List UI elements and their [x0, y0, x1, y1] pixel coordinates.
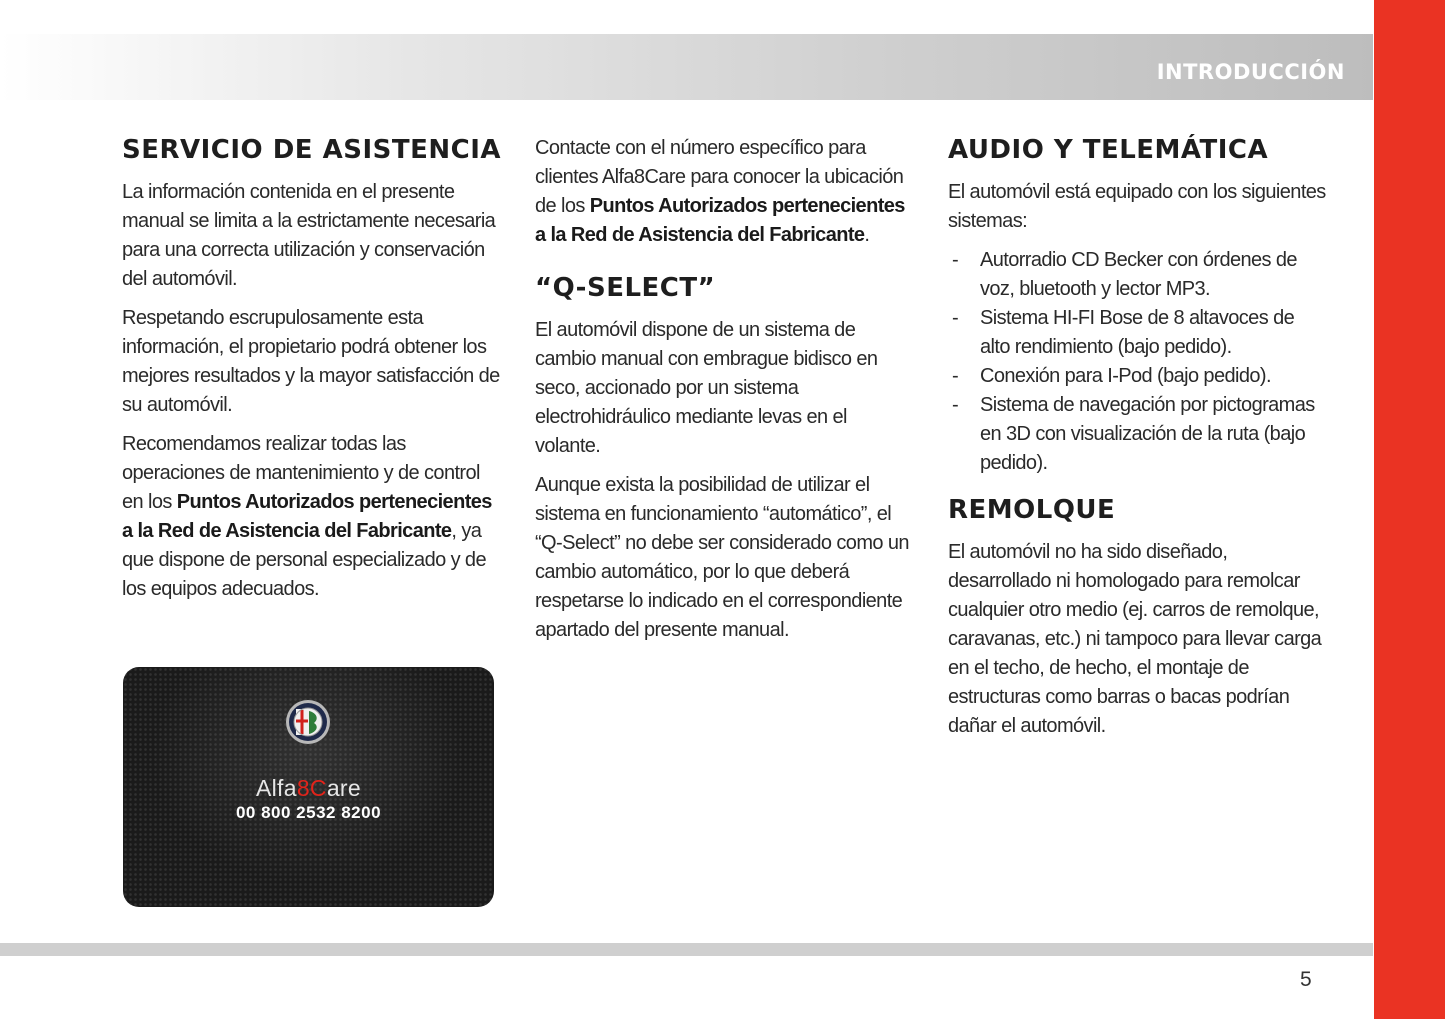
column-audio — [948, 134, 1328, 751]
paragraph: El automóvil dispone de un sistema de cambio manual con embrague bidisco en seco, accionado por un sistema electrohidráulico mediante levas en el volante. — [535, 319, 878, 457]
heading-audio: AUDIO Y TELEMÁTICA — [948, 135, 1269, 165]
audio-systems-list — [948, 246, 1328, 478]
paragraph: Contacte con el número específico para clientes Alfa8Care para conocer la ubicación de los Puntos Autorizados pertenecientes a la Red de Asistencia del Fabricante. — [535, 137, 905, 246]
bold-text: Puntos Autorizados pertenecientes a la Red de Asistencia del Fabricante — [535, 195, 905, 246]
section-title: INTRODUCCIÓN — [1156, 60, 1345, 84]
red-side-strip — [1374, 0, 1445, 1019]
heading-servicio: SERVICIO DE ASISTENCIA — [122, 135, 501, 165]
list-item: - Autorradio CD Becker con órdenes de voz, bluetooth y lector MP3. — [948, 246, 1328, 304]
list-item: - Sistema HI-FI Bose de 8 altavoces de alto rendimiento (bajo pedido). — [948, 304, 1328, 362]
paragraph: El automóvil no ha sido diseñado, desarrollado ni homologado para remolcar cualquier otro medio (ej. carros de remolque, caravanas, etc.) ni tampoco para llevar carga en el techo, de hecho, el montaje de estructuras como barras o bacas podrían dañar el automóvil. — [948, 541, 1322, 737]
alfa-romeo-logo-icon — [285, 699, 331, 745]
paragraph: Aunque exista la posibilidad de utilizar el sistema en funcionamiento “automático”, el “Q-Select” no debe ser considerado como un cambio automático, por lo que deberá respetarse lo indicado en el correspondiente apartado del presente manual. — [535, 474, 909, 641]
column-qselect — [535, 134, 915, 655]
footer-bar — [0, 943, 1373, 956]
header-bar — [0, 34, 1373, 100]
paragraph: La información contenida en el presente manual se limita a la estrictamente necesaria para una correcta utilización y conservación del automóvil. — [122, 181, 496, 290]
alfa8care-card — [123, 667, 494, 907]
list-item: - Conexión para I-Pod (bajo pedido). — [948, 362, 1328, 391]
card-brand: Alfa8Care — [255, 775, 361, 801]
heading-qselect: “Q-SELECT” — [535, 273, 716, 303]
bold-text: Puntos Autorizados pertenecientes a la Red de Asistencia del Fabricante — [122, 491, 492, 542]
paragraph: Respetando escrupulosamente esta información, el propietario podrá obtener los mejores resultados y la mayor satisfacción de su automóvil. — [122, 307, 500, 416]
column-servicio — [122, 134, 502, 614]
paragraph: Recomendamos realizar todas las operaciones de mantenimiento y de control en los Puntos Autorizados pertenecientes a la Red de Asistencia del Fabricante, ya que dispone de personal especializado y de los equipos adecuados. — [122, 433, 492, 600]
page-number: 5 — [1300, 968, 1312, 991]
heading-remolque: REMOLQUE — [948, 495, 1116, 525]
card-phone-number: 00 800 2532 8200 — [235, 803, 382, 822]
paragraph: El automóvil está equipado con los siguientes sistemas: — [948, 181, 1326, 232]
list-item: - Sistema de navegación por pictogramas en 3D con visualización de la ruta (bajo pedido). — [948, 391, 1328, 478]
